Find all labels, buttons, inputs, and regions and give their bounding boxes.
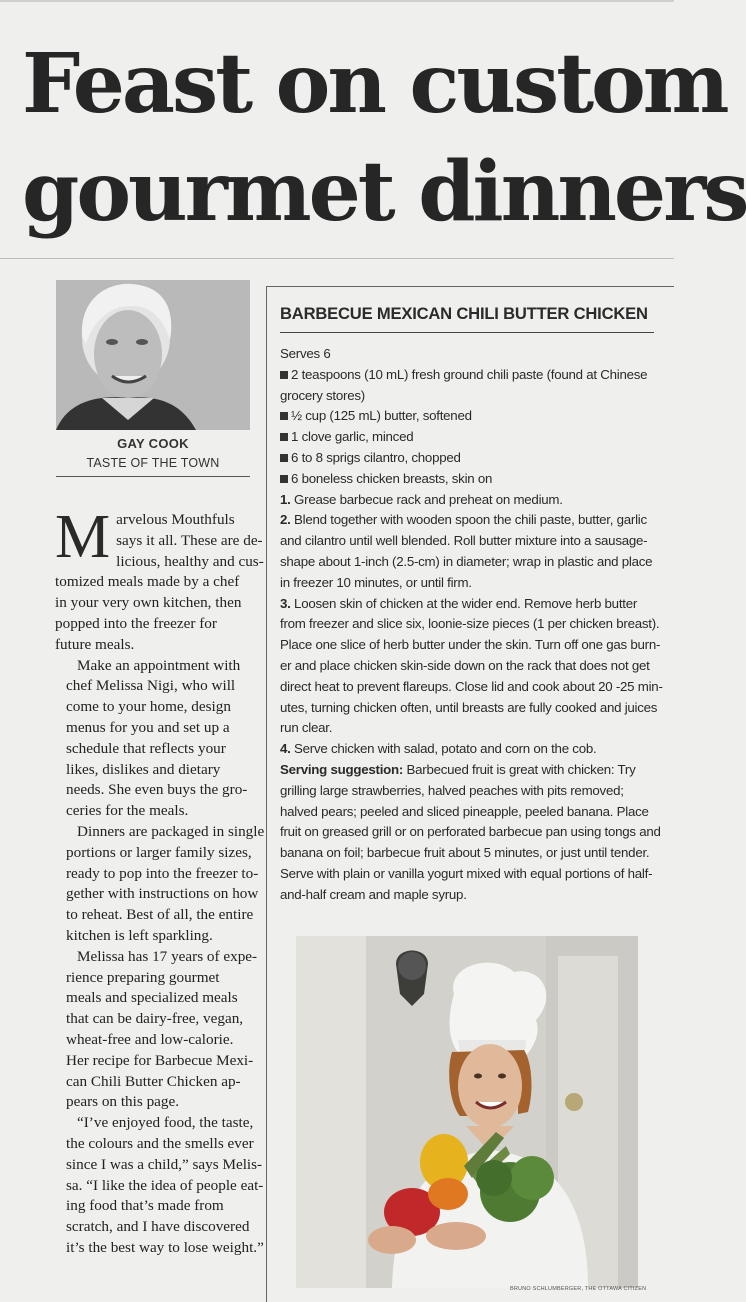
headline bbox=[22, 30, 746, 246]
text-line: ceries for the meals. bbox=[66, 802, 189, 820]
text-line: scratch, and I have discovered bbox=[66, 1218, 250, 1236]
ingredient-item bbox=[280, 448, 674, 469]
drop-cap: M bbox=[55, 503, 111, 571]
author-photo bbox=[56, 280, 250, 430]
recipe-body bbox=[280, 344, 674, 906]
text-line: ing food that’s made from bbox=[66, 1197, 224, 1215]
byline-column: TASTE OF THE TOWN bbox=[86, 456, 220, 470]
step-text: Place one slice of herb butter under the skin. Turn off one gas burn- bbox=[280, 637, 661, 653]
recipe-step-1 bbox=[280, 490, 674, 511]
byline-name: GAY COOK bbox=[117, 436, 189, 451]
headline-rule bbox=[0, 258, 674, 259]
text-line: needs. She even buys the gro- bbox=[66, 781, 248, 799]
text-line: licious, healthy and cus- bbox=[116, 552, 264, 570]
ingredient-text: 6 boneless chicken breasts, skin on bbox=[291, 470, 493, 486]
text-line: in your very own kitchen, then bbox=[55, 594, 242, 612]
article-paragraph-5 bbox=[55, 1113, 264, 1259]
article-paragraph-1 bbox=[55, 503, 264, 656]
ingredient-text: 1 clove garlic, minced bbox=[291, 429, 414, 445]
serving-text: Barbecued fruit is great with chicken: Try bbox=[406, 761, 636, 777]
step-text: and cilantro until well blended. Roll butter mixture into a sausage- bbox=[280, 533, 648, 549]
text-line: “I’ve enjoyed food, the taste, bbox=[77, 1114, 254, 1132]
step-text: er and place chicken skin-side down on the rack that does not get bbox=[280, 657, 650, 673]
step-text: Grease barbecue rack and preheat on medium. bbox=[294, 491, 563, 507]
step-number: 4. bbox=[280, 741, 291, 757]
step-text: Loosen skin of chicken at the wider end. Remove herb butter bbox=[294, 595, 638, 611]
top-rule bbox=[0, 0, 674, 2]
step-text: Serve chicken with salad, potato and corn on the cob. bbox=[294, 741, 597, 757]
text-line: to reheat. Best of all, the entire bbox=[66, 906, 254, 924]
text-line: that can be dairy-free, vegan, bbox=[66, 1010, 244, 1028]
text-line: wheat-free and low-calorie. bbox=[66, 1030, 234, 1048]
step-number: 1. bbox=[280, 491, 291, 507]
ingredient-item bbox=[280, 427, 674, 448]
article-paragraph-2 bbox=[55, 656, 251, 822]
step-text: in freezer 10 minutes, or until firm. bbox=[280, 574, 472, 590]
text-line: Her recipe for Barbecue Mexi- bbox=[66, 1051, 254, 1069]
text-line: pears on this page. bbox=[66, 1093, 180, 1111]
text-line: Make an appointment with bbox=[77, 656, 241, 674]
step-text: utes, turning chicken often, until breasts are fully cooked and juices bbox=[280, 699, 658, 715]
text-line: ready to pop into the freezer to- bbox=[66, 864, 259, 882]
recipe-step-2 bbox=[280, 510, 674, 531]
article-paragraph-3 bbox=[55, 822, 265, 947]
text-line: chef Melissa Nigi, who will bbox=[66, 677, 236, 695]
serving-suggestion bbox=[280, 760, 674, 781]
step-text: from freezer and slice six, loonie-size pieces (1 per chicken breast). bbox=[280, 616, 660, 632]
text-line: says it all. These are de- bbox=[116, 531, 263, 549]
text-line: menus for you and set up a bbox=[66, 718, 230, 736]
bullet-icon bbox=[280, 412, 288, 420]
bullet-icon bbox=[280, 475, 288, 483]
serving-suggestion-label: Serving suggestion: bbox=[280, 761, 404, 777]
step-number: 3. bbox=[280, 595, 291, 611]
text-line: arvelous Mouthfuls bbox=[116, 511, 235, 528]
step-text: run clear. bbox=[280, 720, 333, 736]
serving-text: Serve with plain or vanilla yogurt mixed with equal portions of half- bbox=[280, 865, 653, 881]
text-line: since I was a child,” says Melis- bbox=[66, 1155, 263, 1173]
ingredient-text: 6 to 8 sprigs cilantro, chopped bbox=[291, 449, 461, 465]
text-line: kitchen is left sparkling. bbox=[66, 926, 213, 944]
text-line: sa. “I like the idea of people eat- bbox=[66, 1176, 264, 1194]
text-line: meals and specialized meals bbox=[66, 989, 238, 1007]
recipe-serves: Serves 6 bbox=[280, 346, 331, 361]
text-line: popped into the freezer for bbox=[55, 614, 217, 632]
step-text: direct heat to prevent flareups. Close lid and cook about 20 -25 min- bbox=[280, 678, 663, 694]
text-line: come to your home, design bbox=[66, 698, 231, 716]
ingredient-item-continued: grocery stores) bbox=[280, 387, 365, 403]
article-paragraph-4 bbox=[55, 947, 258, 1113]
text-line: tomized meals made by a chef bbox=[55, 573, 240, 591]
text-line: can Chili Butter Chicken ap- bbox=[66, 1072, 241, 1090]
serving-text: halved pears; peeled and sliced pineapple, peeled banana. Place bbox=[280, 803, 649, 819]
text-line: the colours and the smells ever bbox=[66, 1134, 254, 1152]
recipe-step-4 bbox=[280, 739, 674, 760]
ingredient-text: ½ cup (125 mL) butter, softened bbox=[291, 408, 472, 424]
bullet-icon bbox=[280, 433, 288, 441]
article-body bbox=[55, 503, 265, 1259]
text-line: Dinners are packaged in single bbox=[77, 822, 265, 840]
ingredient-item bbox=[280, 406, 674, 427]
recipe-title: BARBECUE MEXICAN CHILI BUTTER CHICKEN bbox=[280, 304, 648, 323]
ingredient-text: 2 teaspoons (10 mL) fresh ground chili paste (found at Chinese bbox=[291, 366, 648, 382]
text-line: portions or larger family sizes, bbox=[66, 843, 252, 861]
ingredient-item bbox=[280, 365, 674, 386]
step-text: Blend together with wooden spoon the chili paste, butter, garlic bbox=[294, 512, 647, 528]
ingredient-item bbox=[280, 469, 674, 490]
serving-text: fruit on greased grill or on perforated barbecue pan using tongs and bbox=[280, 824, 661, 840]
step-number: 2. bbox=[280, 512, 291, 528]
serving-text: and-half cream and maple syrup. bbox=[280, 886, 467, 902]
recipe-step-3 bbox=[280, 594, 674, 615]
headline-line-1: Feast on custom bbox=[22, 36, 727, 132]
serving-text: banana on foil; barbecue fruit about 5 minutes, or just until tender. bbox=[280, 845, 650, 861]
serving-text: grilling large strawberries, halved peaches with pits removed; bbox=[280, 782, 624, 798]
photo-credit: BRUNO SCHLUMBERGER, THE OTTAWA CITIZEN bbox=[510, 1286, 647, 1292]
chef-photo bbox=[296, 936, 638, 1288]
bullet-icon bbox=[280, 454, 288, 462]
text-line: schedule that reflects your bbox=[66, 739, 226, 757]
headline-line-2: gourmet dinners bbox=[22, 144, 746, 240]
byline-rule bbox=[56, 476, 250, 477]
text-line: likes, dislikes and dietary bbox=[66, 760, 221, 778]
recipe-title-rule bbox=[280, 332, 654, 333]
step-text: shape about 1-inch (2.5-cm) in diameter; wrap in plastic and place bbox=[280, 553, 653, 569]
text-line: Melissa has 17 years of expe- bbox=[77, 947, 258, 965]
text-line: future meals. bbox=[55, 635, 135, 653]
bullet-icon bbox=[280, 371, 288, 379]
text-line: gether with instructions on how bbox=[66, 885, 259, 903]
text-line: rience preparing gourmet bbox=[66, 968, 220, 986]
text-line: it’s the best way to lose weight.” bbox=[66, 1238, 264, 1256]
